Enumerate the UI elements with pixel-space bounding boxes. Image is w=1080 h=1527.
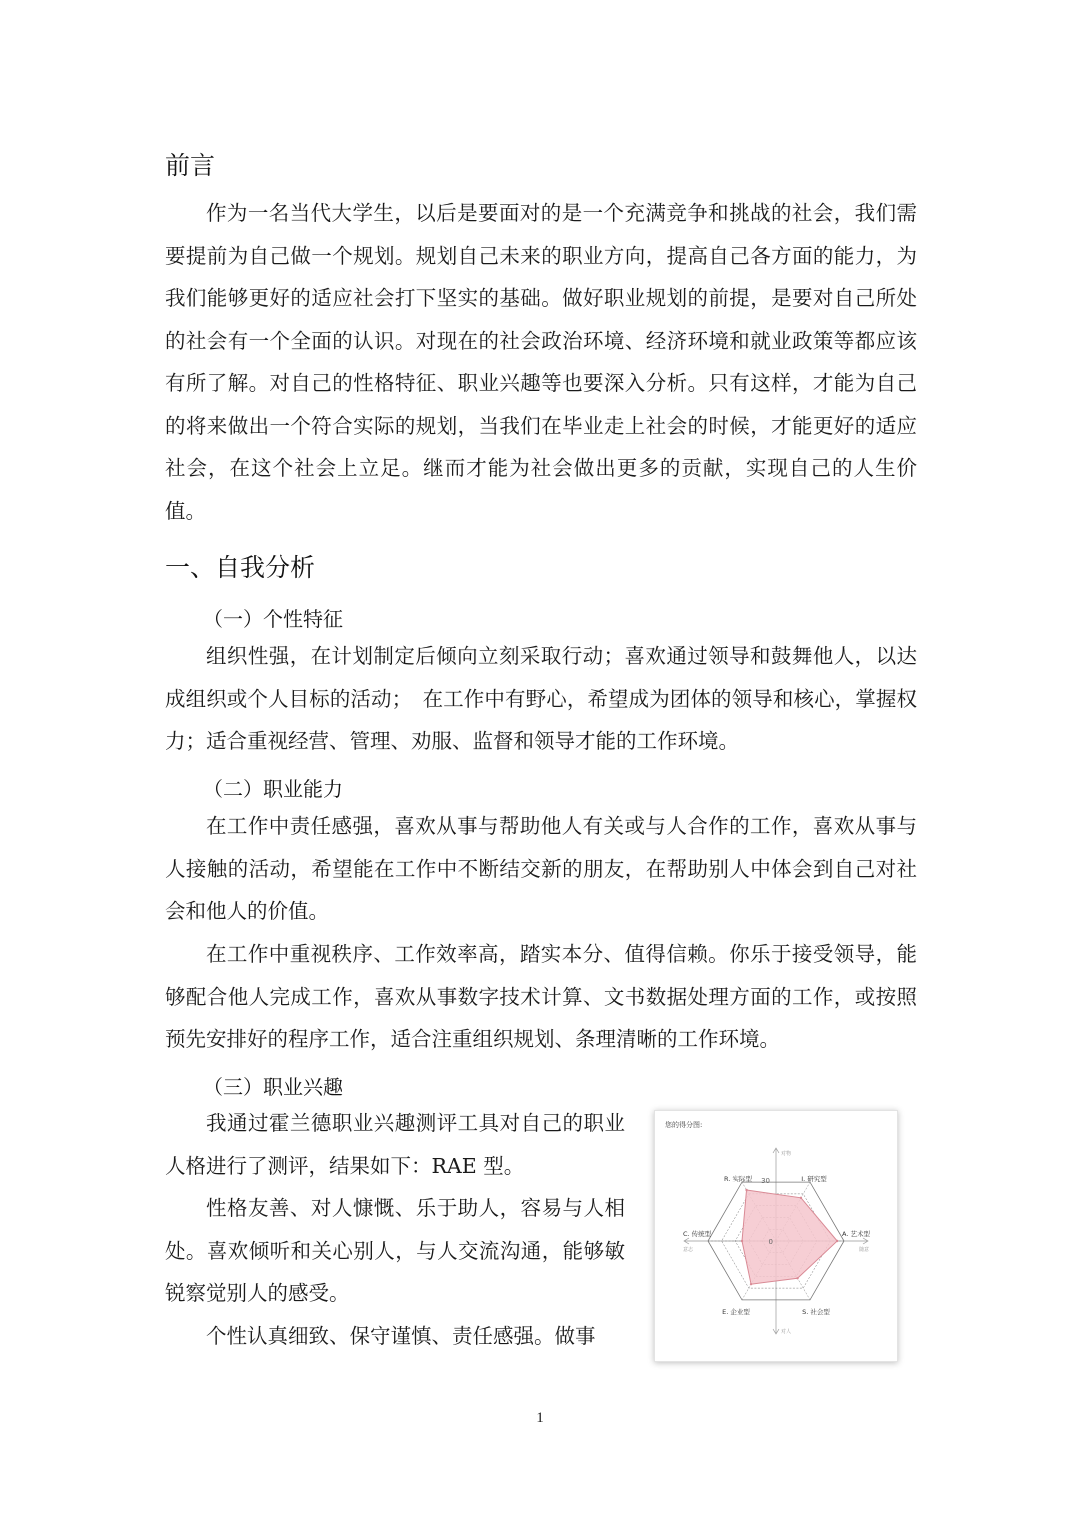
radar-data-point <box>741 1240 743 1242</box>
radar-data-point <box>836 1240 838 1242</box>
axis-label: R. 实际型 <box>724 1175 752 1183</box>
axis-label: S. 社会型 <box>802 1308 830 1316</box>
chart-title: 您的得分图: <box>665 1121 703 1129</box>
radar-data-point <box>796 1277 798 1279</box>
tick-label: 30 <box>761 1177 770 1185</box>
preface-heading: 前言 <box>165 151 216 180</box>
interest-paragraph-2: 性格友善、对人慷慨、乐于助人，容易与人相处。喜欢倾听和关心别人，与人交流沟通，能够敏锐察觉别人的感受。 <box>165 1196 625 1305</box>
interest-subheading: （三）职业兴趣 <box>203 1075 343 1099</box>
radar-data-point <box>800 1197 802 1199</box>
interest-paragraph-3: 个性认真细致、保守谨慎、责任感强。做事 <box>206 1324 596 1348</box>
radar-svg <box>655 1111 897 1361</box>
preface-paragraph: 作为一名当代大学生，以后是要面对的是一个充满竞争和挑战的社会，我们需要提前为自己做一个规划。规划自己未来的职业方向，提高自己各方面的能力，为我们能够更好的适应社会打下坚实的基础。做好职业规划的前提，是要对自己所处的社会有一个全面的认识。对现在的社会政治环境、经济环境和就业政策等都应该有所了解。对自己的性格特征、职业兴趣等也要深入分析。只有这样，才能为自己的将来做出一个符合实际的规划，当我们在毕业走上社会的时候，才能更好的适应社会，在这个社会上立足。继而才能为社会做出更多的贡献，实现自己的人生价值。 <box>165 201 917 523</box>
ability-subheading: （二）职业能力 <box>203 777 343 801</box>
personality-subheading: （一）个性特征 <box>203 607 343 631</box>
holland-radar-chart <box>654 1110 898 1362</box>
axis-label: E. 企业型 <box>722 1308 750 1316</box>
tick-label: 0 <box>768 1238 773 1246</box>
ability-paragraph-2: 在工作中重视秩序、工作效率高，踏实本分、值得信赖。你乐于接受领导，能够配合他人完成工作，喜欢从事数字技术计算、文书数据处理方面的工作，或按照预先安排好的程序工作，适合注重组织规划、条理清晰的工作环境。 <box>165 942 917 1051</box>
self-analysis-heading: 一、自我分析 <box>165 553 316 582</box>
axis-label: C. 传统型 <box>683 1230 712 1238</box>
ability-paragraph-1: 在工作中责任感强，喜欢从事与帮助他人有关或与人合作的工作，喜欢从事与人接触的活动，希望能在工作中不断结交新的朋友，在帮助别人中体会到自己对社会和他人的价值。 <box>165 814 917 923</box>
personality-paragraph: 组织性强，在计划制定后倾向立刻采取行动；喜欢通过领导和鼓舞他人，以达成组织或个人目标的活动； 在工作中有野心，希望成为团体的领导和核心，掌握权力；适合重视经营、管理、劝服、监督和领导才能的工作环境。 <box>165 644 917 753</box>
direction-label: 随意 <box>858 1247 869 1253</box>
axis-label: A. 艺术型 <box>842 1230 870 1238</box>
radar-data-point <box>745 1189 747 1191</box>
direction-label: 意志 <box>683 1247 694 1253</box>
axis-label: I. 研究型 <box>801 1175 827 1183</box>
direction-label: 对物 <box>781 1151 792 1157</box>
page-number: 1 <box>536 1410 544 1426</box>
interest-paragraph-1: 我通过霍兰德职业兴趣测评工具对自己的职业人格进行了测评，结果如下：RAE 型。 <box>165 1111 625 1178</box>
direction-label: 对人 <box>781 1329 792 1335</box>
radar-data-point <box>750 1283 752 1285</box>
